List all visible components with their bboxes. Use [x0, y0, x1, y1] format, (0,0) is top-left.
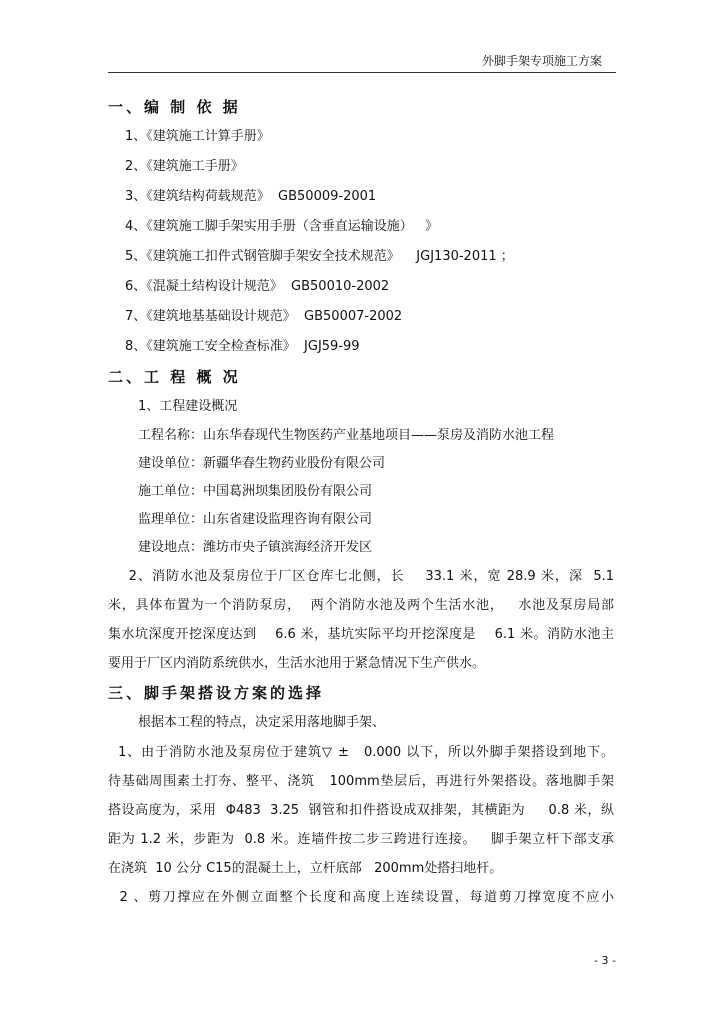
paragraph-line: 待基础周围素土打夯、整平、浇筑 100mm垫层后，再进行外架搭设。落地脚手架 — [108, 774, 614, 789]
reference-item: 8、《建筑施工安全检查标准》 JGJ59-99 — [125, 339, 360, 354]
paragraph-line: 1、由于消防水池及泵房位于建筑▽ ± 0.000 以下，所以外脚手架搭设到地下。 — [108, 745, 614, 760]
document-body — [108, 92, 614, 912]
construction-unit: 施工单位：中国葛洲坝集团股份有限公司 — [138, 484, 373, 499]
page-number: - 3 - — [594, 954, 616, 967]
section3-intro: 根据本工程的特点，决定采用落地脚手架、 — [138, 715, 386, 730]
header-divider — [108, 72, 616, 73]
paragraph-line: 在浇筑 10 公分 C15的混凝土上，立杆底部 200mm处搭扫地杆。 — [108, 861, 503, 876]
reference-item: 7、《建筑地基基础设计规范》 GB50007-2002 — [125, 309, 403, 324]
construction-site: 建设地点：潍坊市央子镇滨海经济开发区 — [138, 540, 373, 555]
paragraph-line: 集水坑深度开挖深度达到 6.6 米，基坑实际平均开挖深度是 6.1 米。消防水池主 — [108, 627, 614, 642]
page-header: 外脚手架专项施工方案 — [481, 54, 602, 68]
reference-item: 5、《建筑施工扣件式钢管脚手架安全技术规范》 JGJ130-2011 ； — [125, 249, 514, 264]
reference-item: 1、《建筑施工计算手册》 — [125, 129, 270, 144]
supervision-unit: 监理单位：山东省建设监理咨询有限公司 — [138, 512, 373, 527]
paragraph-line: 搭设高度为，采用 Φ483 3.25 钢管和扣件搭设成双排架，其横距为 0.8 米，纵 — [108, 803, 614, 818]
paragraph-line: 2 、剪刀撑应在外侧立面整个长度和高度上连续设置，每道剪刀撑宽度不应小 — [108, 890, 614, 905]
paragraph-line: 米，具体布置为一个消防泵房， 两个消防水池及两个生活水池， 水池及泵房局部 — [108, 598, 614, 613]
project-name: 工程名称：山东华春现代生物医药产业基地项目——泵房及消防水池工程 — [138, 428, 555, 443]
paragraph-line: 距为 1.2 米，步距为 0.8 米。连墙件按二步三跨进行连接。 脚手架立杆下部支承 — [108, 832, 614, 847]
owner-unit: 建设单位：新疆华春生物药业股份有限公司 — [138, 456, 386, 471]
section2-heading: 二、工 程 概 况 — [108, 368, 241, 386]
section2-subheading: 1、工程建设概况 — [138, 399, 238, 414]
paragraph-line: 2、消防水池及泵房位于厂区仓库七北侧，长 33.1 米，宽 28.9 米，深 5.1 — [108, 569, 614, 584]
reference-item: 2、《建筑施工手册》 — [125, 159, 244, 174]
section3-heading: 三、脚手架搭设方案的选择 — [108, 684, 325, 702]
reference-item: 4、《建筑施工脚手架实用手册（含垂直运输设施） 》 — [125, 219, 439, 234]
reference-list — [108, 122, 614, 362]
scaffold-description-paragraph — [108, 738, 614, 883]
project-description-paragraph — [108, 562, 614, 678]
reference-item: 3、《建筑结构荷载规范》 GB50009-2001 — [125, 189, 377, 204]
section1-heading: 一、编 制 依 据 — [108, 98, 241, 116]
reference-item: 6、《混凝土结构设计规范》 GB50010-2002 — [125, 279, 390, 294]
bracing-paragraph — [108, 883, 614, 912]
paragraph-line: 要用于厂区内消防系统供水，生活水池用于紧急情况下生产供水。 — [108, 656, 486, 671]
